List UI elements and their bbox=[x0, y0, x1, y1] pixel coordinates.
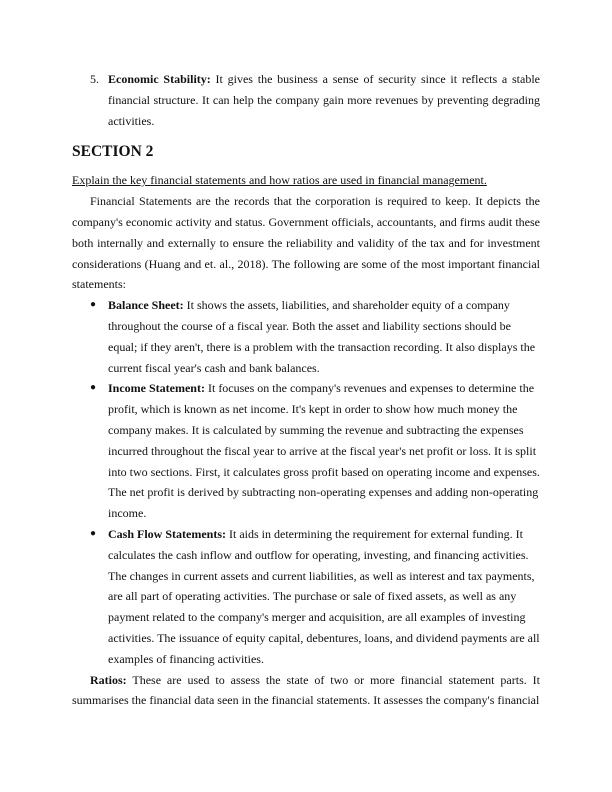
item-label: Cash Flow Statements: bbox=[108, 526, 226, 541]
ratios-text: These are used to assess the state of two or more financial statement parts. It summarises the financial data seen in the financial statements. It assesses the company's financial bbox=[72, 672, 540, 708]
item-label: Income Statement: bbox=[108, 381, 205, 396]
bullet-icon: ● bbox=[90, 299, 97, 311]
item-label: Economic Stability: bbox=[108, 72, 211, 86]
list-item-balance-sheet bbox=[72, 295, 540, 378]
numbered-item-economic-stability bbox=[72, 69, 540, 131]
list-item-income-statement bbox=[72, 378, 540, 524]
section-heading: SECTION 2 bbox=[72, 143, 154, 161]
ratios-label: Ratios: bbox=[90, 672, 127, 687]
ratios-paragraph bbox=[72, 670, 540, 712]
item-label: Balance Sheet: bbox=[108, 298, 184, 313]
item-text: It gives the business a sense of security since it reflects a stable financial structure. It can help the company gain more revenues by preventing degrading activities. bbox=[108, 72, 541, 128]
statements-list bbox=[72, 295, 540, 669]
item-text: It shows the assets, liabilities, and shareholder equity of a company throughout the course of a fiscal year. Both the asset and liability sections should be equal; if they aren't, there is a problem with the transaction recording. It also displays the current fiscal year's cash and bank balances. bbox=[108, 298, 536, 375]
bullet-icon: ● bbox=[90, 527, 97, 539]
list-item-cash-flow bbox=[72, 524, 540, 670]
item-text: It aids in determining the requirement for external funding. It calculates the cash inflow and outflow for operating, investing, and financing activities. The changes in current assets and current liabilities, as well as interest and tax payments, are all part of operating activities. The purchase or sale of fixed assets, as well as any payment related to the company's merger and acquisition, are all examples of investing activities. The issuance of equity capital, debentures, loans, and dividend payments are all examples of financing activities. bbox=[108, 526, 540, 666]
page-content bbox=[72, 69, 540, 711]
section-question: Explain the key financial statements and how ratios are used in financial management. bbox=[72, 173, 487, 188]
intro-paragraph: Financial Statements are the records that the corporation is required to keep. It depicts the company's economic activity and status. Government officials, accountants, and firms audit these both internally and externally to ensure the reliability and validity of the tax and for investment considerations (Huang and et. al., 2018). The following are some of the most important financial statements: bbox=[72, 194, 540, 292]
item-text: It focuses on the company's revenues and expenses to determine the profit, which is known as net income. It's kept in order to show how much money the company makes. It is calculated by summing the revenue and subtracting the expenses incurred throughout the fiscal year to arrive at the fiscal year's net profit or loss. It is split into two sections. First, it calculates gross profit based on operating income and expenses. The net profit is derived by subtracting non-operating expenses and adding non-operating income. bbox=[108, 381, 540, 521]
list-number: 5. bbox=[90, 72, 99, 86]
bullet-icon: ● bbox=[90, 382, 97, 394]
